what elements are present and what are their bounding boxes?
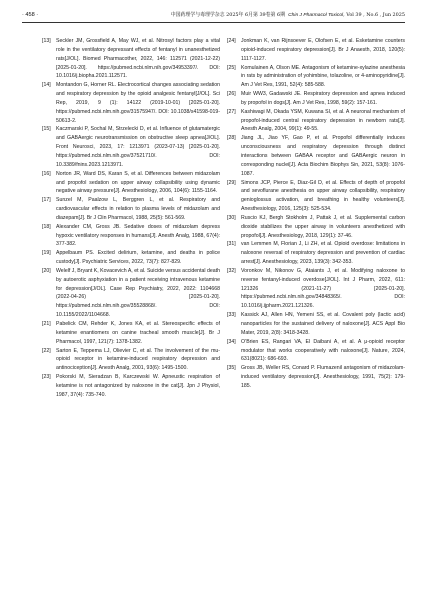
reference-column-left bbox=[42, 37, 220, 400]
reference-item bbox=[42, 170, 220, 197]
reference-text: Sunzel M, Paalzow L, Berggren L, et al. Respiratory and cardiovascular effects in relation to plasma levels of midazolam and diazepam[J]. Br J Clin Pharmacol, 1988, 25(5): 561-569. bbox=[56, 197, 220, 221]
reference-number: [35] bbox=[227, 365, 236, 372]
reference-number: [17] bbox=[42, 197, 51, 204]
reference-text: Muir WW3, Gadawski JE. Respiratory depression and apnea induced by propofol in dogs[J]. Am J Vet Res, 1998, 59(2): 157-161. bbox=[241, 91, 405, 106]
reference-text: Montandon G, Horner RL. Electrocortical changes associating sedation and respiratory depression by the opioid analgesic fentanyl[J/OL]. Sci Rep, 2019, 9 (1): 14122 (2019-10-01) [2025-01-20]. https://pubmed.ncbi.nlm.nih.gov/31575947/. DOI: 10.1038/s41598-019-50613-2. bbox=[56, 82, 220, 124]
reference-item bbox=[227, 108, 405, 135]
reference-item bbox=[227, 90, 405, 108]
reference-text: Pabelick CM, Rehder K, Jones KA, et al. Stereospecific effects of ketamine enantiomers on canine tracheal smooth muscle[J]. Br J Pharmacol, 1997, 121(7): 1378-1382. bbox=[56, 321, 220, 345]
reference-text: Norton JR, Ward DS, Karan S, et al. Differences between midazolam and propofol sedation on upper airway collapsibility using dynamic negative airway pressure[J]. Anesthesiology, 2006, 104(6): 1155-1164. bbox=[56, 170, 220, 195]
reference-number: [32] bbox=[227, 267, 236, 274]
reference-number: [26] bbox=[227, 91, 236, 98]
reference-item bbox=[42, 249, 220, 267]
reference-number: [22] bbox=[42, 347, 51, 354]
reference-number: [33] bbox=[227, 312, 236, 319]
reference-item bbox=[227, 311, 405, 338]
reference-item bbox=[42, 267, 220, 320]
journal-title-cn: 中国药理学与毒理学杂志 2025年 6月第 39卷第 6期 bbox=[170, 12, 286, 18]
reference-text: Voronkov M, Nikonov G, Ataiants J, et al. Modifying naloxone to reverse fentanyl-induced overdose[J/OL]. Int J Pharm, 2022, 611: 121326 (2021-11-27) [2025-01-20]. https://pubmed.ncbi.nlm.nih.gov/34848365/. DOI: 10.1016/j.ijpharm.2021.121326. bbox=[241, 267, 405, 310]
reference-item bbox=[227, 267, 405, 311]
reference-item bbox=[42, 37, 220, 81]
reference-text: Sarton E, Teppema LJ, Olievier C, et al. The involvement of the mu-opioid receptor in ketamine-induced respiratory depression and antinociception[J]. Anesth Analg, 2001, 93(6): 1495-1500. bbox=[56, 347, 220, 372]
reference-text: Simons JCP, Pierce E, Diaz-Gil D, et al. Effects of depth of propofol and sevoflurane anesthesia on upper airway collapsibility, respiratory genioglossus activation, and breathing in healthy volunteers[J]. Anesthesiology, 2016, 125(3): 525-534. bbox=[241, 179, 405, 213]
reference-text: Kashiwagi M, Okada YSM, Kuwana SI, et al. A neuronal mechanism of propofol-induced central respiratory depression in newborn rats[J]. Anesth Analg, 2004, 99(1): 49-55. bbox=[241, 108, 405, 133]
reference-text: O’Brien ES, Rangari VA, El Daibani A, et al. A μ-opioid receptor modulator that works cooperatively with naloxone[J]. Nature, 2024, 631(8021): 686-693. bbox=[241, 338, 405, 363]
reference-item bbox=[42, 373, 220, 400]
reference-number: [25] bbox=[227, 64, 236, 71]
reference-number: [29] bbox=[227, 179, 236, 186]
reference-text: Gross JB, Weller RS, Conard P. Flumazenil antagonism of midazolam-induced ventilatory depression[J]. Anesthesiology, 1991, 75(2): 179-185. bbox=[241, 365, 405, 389]
reference-text: Jonkman K, van Rijnsoever E, Olofsen E, et al. Esketamine counters opioid-induced respiratory depression[J]. Br J Anaesth, 2018, 120(5): 1117-1127. bbox=[241, 38, 405, 62]
reference-item bbox=[42, 125, 220, 169]
reference-text: Appelbaum PS. Excited delirium, ketamine, and deaths in police custody[J]. Psychiatric Services, 2022, 73(7): 827-829. bbox=[56, 250, 220, 266]
reference-item bbox=[227, 338, 405, 365]
reference-item bbox=[227, 364, 405, 391]
reference-number: [34] bbox=[227, 338, 236, 345]
reference-number: [15] bbox=[42, 126, 51, 133]
reference-number: [18] bbox=[42, 223, 51, 230]
reference-item bbox=[227, 37, 405, 64]
header-rule bbox=[22, 22, 405, 23]
reference-text: Jiang JL, Jiao YF, Gao P, et al. Propofol differentially induces unconsciousness and respiratory depression through distinct interactions between GABAA receptor and GABAergic neuron in corresponding nuclei[J]. Acta Biochim Biophys Sin, 2021, 53(8): 1076-1087. bbox=[241, 135, 405, 177]
reference-column-right bbox=[227, 37, 405, 391]
page-number: · 458 · bbox=[22, 12, 39, 18]
reference-number: [23] bbox=[42, 374, 51, 381]
reference-number: [28] bbox=[227, 135, 236, 142]
reference-number: [16] bbox=[42, 170, 51, 177]
reference-item bbox=[227, 179, 405, 214]
reference-text: Pokorski M, Sieradzan B, Karczewski W. Apneustic respiration of ketamine is not antagonized by naloxone in the cat[J]. Jpn J Physiol, 1987, 37(4): 735-740. bbox=[56, 374, 220, 398]
reference-text: van Lemmen M, Florian J, Li ZH, et al. Opioid overdose: limitations in naloxone reversal of respiratory depression and prevention of cardiac arrest[J]. Anesthesiology, 2023, 139(3): 342-353. bbox=[241, 241, 405, 266]
reference-number: [21] bbox=[42, 321, 51, 327]
reference-text: Seckler JM, Grossfield A, May WJ, et al. Nitrosyl factors play a vital role in the ventilatory depressant effects of fentanyl in unanesthetized rats[J/OL]. Biomed Pharmacother, 2022, 146: 112571 (2021-12-22) [2025-01-20]. https://pubmed.ncbi.nlm.nih.gov/34953397/. DOI: 10.1016/j.biopha.2021.112571. bbox=[56, 38, 220, 80]
reference-number: [24] bbox=[227, 38, 236, 44]
reference-item bbox=[42, 320, 220, 347]
journal-title bbox=[171, 9, 405, 22]
reference-number: [14] bbox=[42, 82, 51, 89]
reference-number: [31] bbox=[227, 241, 236, 248]
reference-text: Kassick AJ, Allen HN, Yemeni SS, et al. Covalent poly (lactic acid) nanoparticles for the sustained delivery of naloxone[J]. ACS Appl Bio Mater, 2019, 2(8): 3418-3428. bbox=[241, 312, 405, 336]
reference-item bbox=[42, 81, 220, 125]
reference-number: [13] bbox=[42, 38, 51, 44]
journal-title-en: Chin J Pharmacol Toxicol bbox=[288, 13, 344, 18]
reference-item bbox=[227, 240, 405, 267]
reference-text: Welelf J, Bryant K, Kovacevich A, et al. Suicide versus accidental death by autoerotic asphyxiation in a patient receiving intravenous ketamine for depression[J/OL]. Case Rep Psychiatry, 2022, 2022: 1104668 (2022-04-26) [2025-01-20]. https://pubmed.ncbi.nlm.nih.gov/35528868/. DOI: 10.1155/2022/1104668. bbox=[56, 267, 220, 319]
reference-text: Kaczmarski P, Sochal M, Strzelecki D, et al. Influence of glutamatergic and GABAergic neurotransmission on obstructive sleep apnea[J/OL]. Front Neurosci, 2023, 17: 1213971 (2023-07-13) [2025-01-20]. https://pubmed.ncbi.nlm.nih.gov/37521710/. DOI: 10.3389/fnins.2023.1213971. bbox=[56, 126, 220, 168]
running-header bbox=[22, 9, 405, 21]
reference-item bbox=[42, 347, 220, 374]
reference-item bbox=[227, 214, 405, 241]
reference-number: [27] bbox=[227, 108, 236, 115]
reference-text: Alexander CM, Gross JB. Sedative doses of midazolam depress hypoxic ventilatory responses in humans[J]. Anesth Analg, 1988, 67(4): 377-382. bbox=[56, 223, 220, 248]
reference-item bbox=[42, 223, 220, 250]
reference-number: [30] bbox=[227, 214, 236, 221]
reference-item bbox=[227, 64, 405, 91]
reference-text: Komulainen A, Olson ME. Antagonism of ketamine-xylazine anesthesia in rats by administration of yohimbine, tolazoline, or 4-aminopyridine[J]. Am J Vet Res, 1991, 52(4): 585-588. bbox=[241, 64, 405, 89]
reference-item bbox=[227, 134, 405, 178]
journal-issue: , Vol 39 , No.6 , Jun 2025 bbox=[343, 12, 405, 18]
reference-item bbox=[42, 196, 220, 223]
reference-text: Ruscio KJ, Bergh Stokholm J, Pattak J, et al. Supplemental carbon dioxide stabilizes the upper airway in volunteers anesthetized with propofol[J]. Anesthesiology, 2018, 129(1): 37-46. bbox=[241, 214, 405, 239]
reference-number: [20] bbox=[42, 267, 51, 274]
reference-number: [19] bbox=[42, 250, 51, 257]
